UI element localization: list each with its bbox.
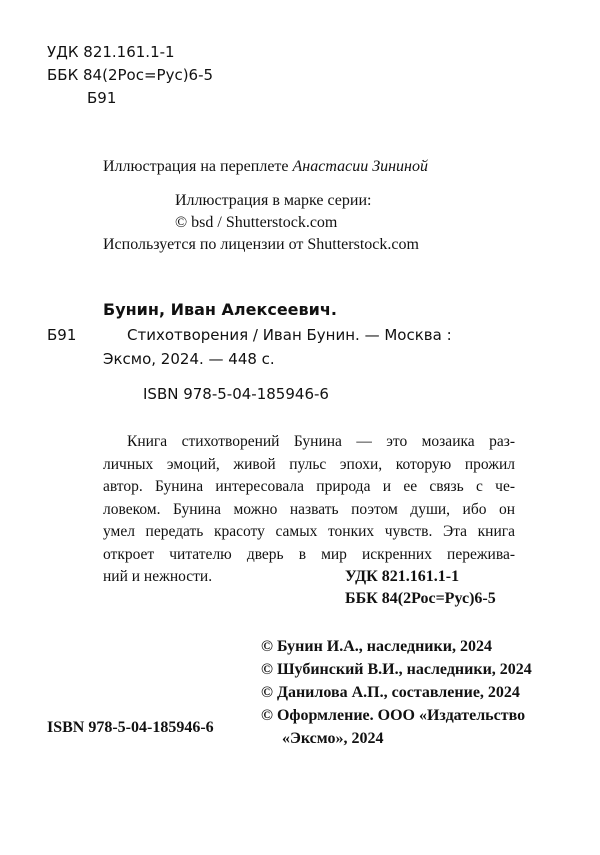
cover-artist-name: Анастасии Зининой <box>292 158 428 175</box>
catalog-title-line: Стихотворения / Иван Бунин. — Москва : <box>127 326 452 344</box>
abstract-line: ловеком. Бунина можно назвать поэтом души, ибо он <box>103 500 515 518</box>
series-mark-label: Иллюстрация в марке серии: <box>175 192 372 209</box>
abstract-line: личных эмоций, живой пульс эпохи, которую прожил <box>103 455 515 473</box>
series-mark-source: © bsd / Shutterstock.com <box>175 214 338 231</box>
abstract-line: откроет читателю дверь в мир искренних пережива- <box>103 545 515 563</box>
abstract-line: умел передать красоту самых тонких чувств. Эта книга <box>103 523 515 540</box>
copyright-line: © Бунин И.А., наследники, 2024 <box>261 638 492 655</box>
catalog-isbn: ISBN 978-5-04-185946-6 <box>143 385 329 403</box>
abstract-line: автор. Бунина интересовала природа и ее связь с че- <box>103 478 515 495</box>
copyright-line: «Эксмо», 2024 <box>282 730 384 747</box>
copyright-line: © Оформление. ООО «Издательство <box>261 707 526 724</box>
cover-illustration-credit <box>103 157 428 177</box>
catalog-author-mark: Б91 <box>47 326 77 344</box>
abstract-line: Книга стихотворений Бунина — это мозаика раз- <box>127 433 515 450</box>
bbk-code: ББК 84(2Рос=Рус)6-5 <box>47 66 214 84</box>
catalog-publisher-line: Эксмо, 2024. — 448 с. <box>103 350 275 368</box>
udk-code: УДК 821.161.1-1 <box>47 43 175 61</box>
copyright-line: © Данилова А.П., составление, 2024 <box>261 684 520 701</box>
catalog-author-heading: Бунин, Иван Алексеевич. <box>103 300 337 319</box>
author-mark: Б91 <box>87 89 117 107</box>
copyright-line: © Шубинский В.И., наследники, 2024 <box>261 661 532 678</box>
license-note: Используется по лицензии от Shutterstock.com <box>103 236 419 253</box>
classification-udk: УДК 821.161.1-1 <box>345 568 460 585</box>
abstract-line: ний и нежности. <box>103 568 213 585</box>
footer-isbn: ISBN 978-5-04-185946-6 <box>47 719 214 736</box>
cover-credit-prefix: Иллюстрация на переплете <box>103 158 289 175</box>
book-abstract <box>103 431 515 589</box>
classification-bbk: ББК 84(2Рос=Рус)6-5 <box>345 590 496 607</box>
